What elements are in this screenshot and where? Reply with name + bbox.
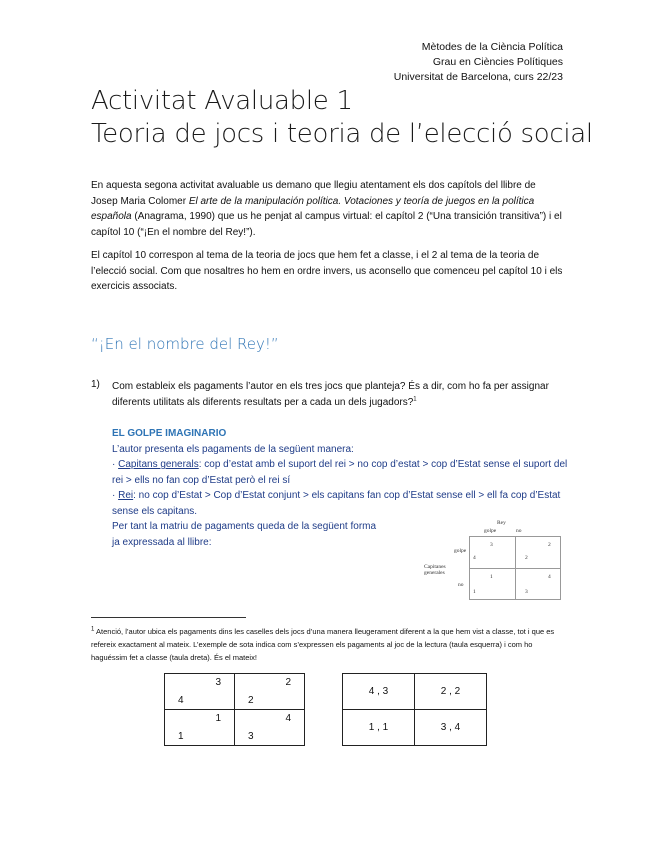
bullet-prefix: · [112,459,119,470]
book-cell-value: 3 [490,542,493,548]
answer-conclusion-1: Per tant la matriu de pagaments queda de la següent forma [112,521,377,532]
matrix-cell [235,674,305,710]
book-cell-value: 2 [548,542,551,548]
section-heading: “¡En el nombre del Rey!” [91,335,279,353]
book-col-player: Rey [497,520,506,526]
cell-value: 2 [248,695,254,706]
intro-text-end: (Anagrama, 1990) que us he penjat al campus virtual: el capítol 2 (“Una transición transitiva”) i el capítol 10 (“¡En el nombre del Rey!”). [91,211,562,238]
matrix-cell [165,710,235,746]
book-cell-value: 1 [473,589,476,595]
answer-heading: EL GOLPE IMAGINARIO [112,428,227,439]
book-col-label-no: no [516,528,522,534]
book-col-label-golpe: golpe [484,528,497,534]
book-row-label-golpe: golpe [454,548,467,554]
cell-value: 4 [285,713,291,724]
intro-text: En aquesta segona activitat avaluable us demano que llegiu atentament els dos capítols del llibre de Josep Maria Colomer [91,180,536,207]
book-matrix-grid [469,536,561,600]
right-payoff-matrix [342,673,487,746]
matrix-cell: 2 , 2 [415,674,487,710]
matrix-cell: 1 , 1 [343,710,415,746]
matrix-cell [165,674,235,710]
footnote-separator [91,617,246,618]
answer-intro: L’autor presenta els pagaments de la següent manera: [112,444,354,455]
cell-value: 1 [178,731,184,742]
answer-bullet-captains [112,457,572,488]
bullet-text: : no cop d’Estat > Cop d’Estat conjunt > els capitans fan cop d’Estat sense ell > ell fa cop d’Estat sense els capitans. [112,490,561,517]
book-cell-value: 4 [548,574,551,580]
book-row-player: Capitanes generales [424,564,446,576]
answer-bullet-king [112,488,572,519]
cell-value: 2 [285,677,291,688]
page-subtitle: Teoria de jocs i teoria de l’elecció social [91,119,593,149]
course-header [394,40,563,85]
answer-conclusion-2: ja expressada al llibre: [112,537,212,548]
bullet-prefix: · [112,490,119,501]
matrix-cell: 4 , 3 [343,674,415,710]
cell-value: 4 [178,695,184,706]
bullet-label-captains: Capitans generals [118,459,199,470]
footnote-mark: 1 [91,626,95,633]
intro-paragraph-1 [91,178,563,240]
matrix-cell: 3 , 4 [415,710,487,746]
book-cell-value: 4 [473,555,476,561]
footnote-text: Atenció, l’autor ubica els pagaments dins les caselles dels jocs d’una manera lleugerament diferent a la que hem vist a classe, tot i que es refereix exactament al mateix. L’exemple de sota indica com s’expressen els pagaments al joc de la lectura (taula esquerra) i com ho haguéssim fet a classe (taula dreta). És el mateix! [91,627,555,662]
book-cell-value: 2 [525,555,528,561]
intro-paragraph-2: El capítol 10 correspon al tema de la teoria de jocs que hem fet a classe, i el 2 al tema de la teoria de l’elecció social. Com que nosaltres ho hem en ordre invers, us aconsello que comenceu pel capítol 10 i els exercicis associats. [91,250,563,292]
page-title: Activitat Avaluable 1 [91,86,353,116]
book-row-label-no: no [458,582,464,588]
cell-value: 3 [248,731,254,742]
book-cell-value: 3 [525,589,528,595]
course-name: Mètodes de la Ciència Política [421,41,563,53]
footnote-reference[interactable]: 1 [413,396,417,403]
university-name: Universitat de Barcelona, curs 22/23 [393,71,563,83]
matrix-cell [235,710,305,746]
cell-value: 3 [215,677,221,688]
question-body: Com estableix els pagaments l’autor en els tres jocs que planteja? És a dir, com ho fa per assignar diferents utilitats als diferents resultats per a cada un dels jugadors? [112,381,549,408]
left-payoff-matrix [164,673,305,746]
bullet-label-king: Rei [118,490,134,501]
footnote [91,625,566,664]
question-number: 1) [91,379,100,390]
book-title: El arte de la manipulación política. Votaciones y teoría de juegos en la política española [91,195,535,222]
degree-name: Grau en Ciències Polítiques [432,56,563,68]
cell-value: 1 [215,713,221,724]
question-text [112,379,567,410]
book-payoff-matrix [424,520,564,600]
bullet-text: : cop d’estat amb el suport del rei > no cop d’estat > cop d’Estat sense el suport del rei > ells no fan cop d’Estat però el rei sí [112,459,568,486]
book-cell-value: 1 [490,574,493,580]
grid-divider [470,568,560,569]
